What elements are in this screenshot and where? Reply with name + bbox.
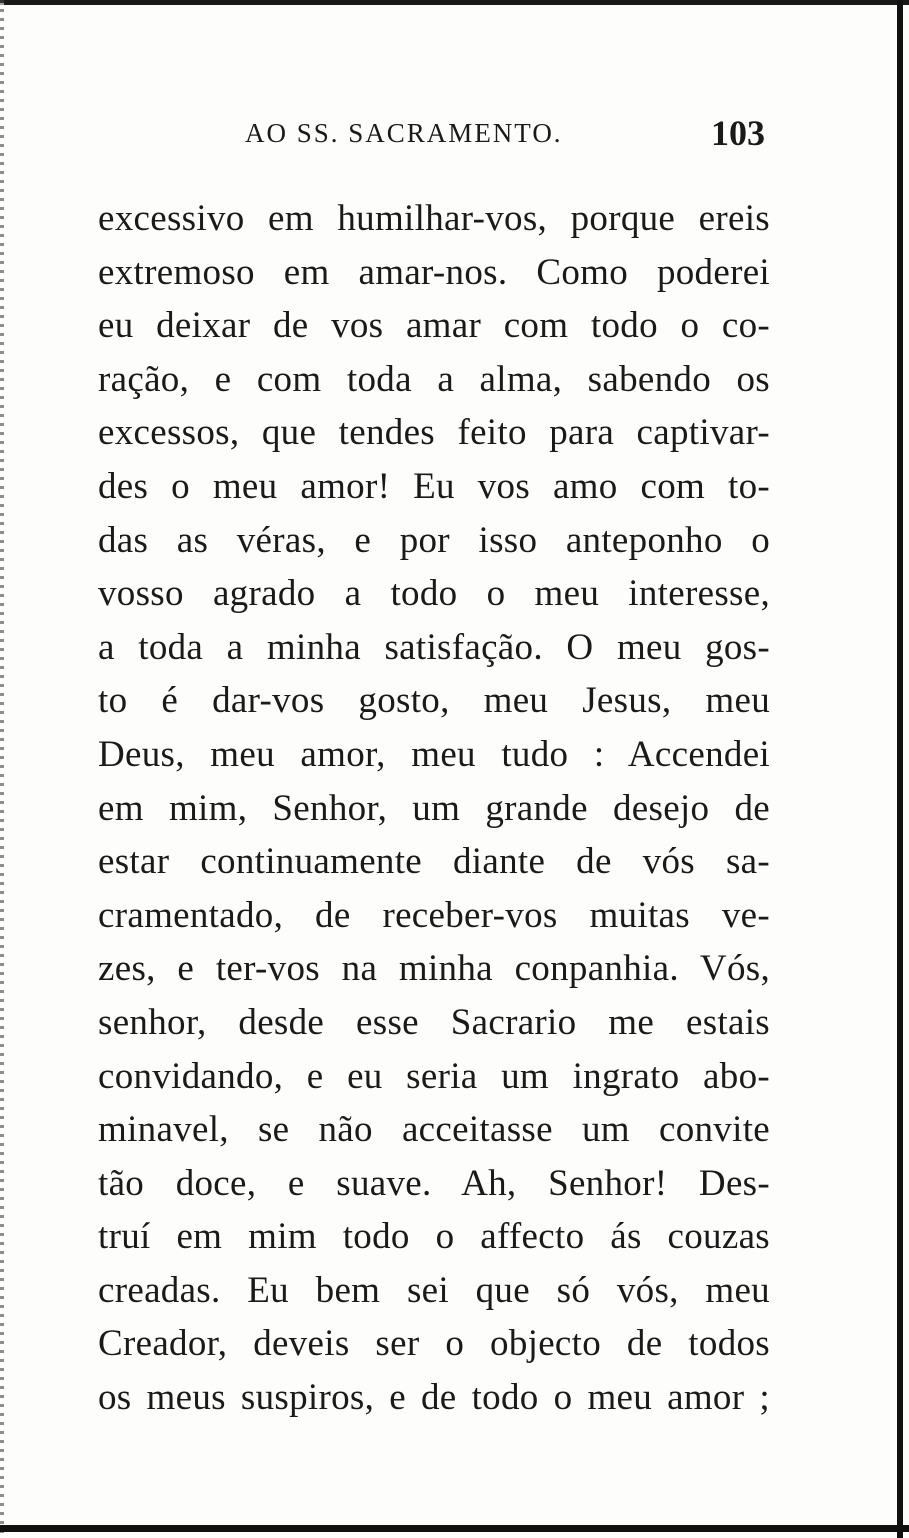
- page-top-edge: [0, 0, 909, 5]
- running-title: AO SS. SACRAMENTO.: [245, 118, 563, 148]
- text-line: creadas. Eu bem sei que só vós, meu: [98, 1269, 770, 1311]
- text-line: excessos, que tendes feito para captivar-: [98, 412, 770, 454]
- text-line: to é dar-vos gosto, meu Jesus, meu: [98, 680, 770, 722]
- text-line: excessivo em humilhar-vos, porque ereis: [98, 198, 770, 239]
- text-line: senhor, desde esse Sacrario me estais: [98, 1001, 770, 1043]
- page-right-edge: [897, 0, 903, 1538]
- text-line: extremoso em amar-nos. Como poderei: [98, 251, 770, 293]
- text-line: em mim, Senhor, um grande desejo de: [98, 787, 770, 829]
- text-line: truí em mim todo o affecto ás couzas: [98, 1216, 770, 1258]
- text-line: a toda a minha satisfação. O meu gos-: [98, 626, 770, 668]
- text-line: das as véras, e por isso anteponho o: [98, 519, 770, 561]
- page-number: 103: [711, 113, 765, 153]
- text-line: os meus suspiros, e de todo o meu amor ;: [98, 1377, 770, 1419]
- text-line: minavel, se não acceitasse um convite: [98, 1109, 770, 1151]
- page-bottom-edge: [0, 1525, 909, 1532]
- text-line: des o meu amor! Eu vos amo com to-: [98, 465, 770, 507]
- text-line: tão doce, e suave. Ah, Senhor! Des-: [98, 1162, 770, 1204]
- text-line: cramentado, de receber-vos muitas ve-: [98, 894, 770, 936]
- text-line: convidando, e eu seria um ingrato abo-: [98, 1055, 770, 1097]
- text-line: Deus, meu amor, meu tudo : Accendei: [98, 733, 770, 775]
- text-line: ração, e com toda a alma, sabendo os: [98, 358, 770, 400]
- running-head: [245, 112, 765, 156]
- text-line: Creador, deveis ser o objecto de todos: [98, 1323, 770, 1365]
- text-line: estar continuamente diante de vós sa-: [98, 841, 770, 883]
- page-left-edge: [0, 0, 4, 1538]
- text-line: zes, e ter-vos na minha conpanhia. Vós,: [98, 948, 770, 990]
- body-text: [98, 192, 770, 1425]
- text-line: vosso agrado a todo o meu interesse,: [98, 573, 770, 615]
- text-line: eu deixar de vos amar com todo o co-: [98, 305, 770, 347]
